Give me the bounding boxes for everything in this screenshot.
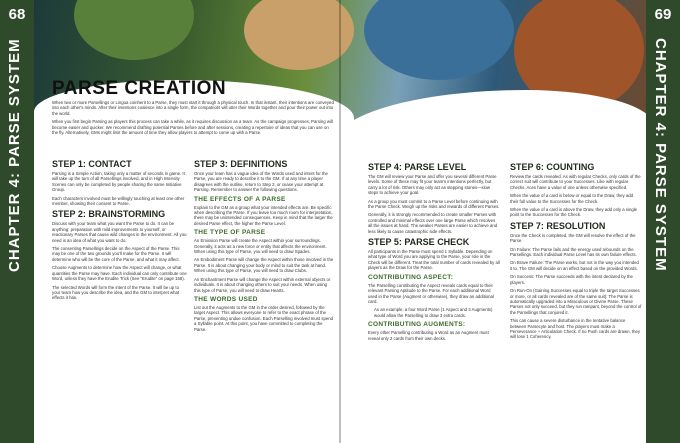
left-sidebar-title-wrap	[6, 38, 28, 438]
step-6-heading: STEP 6: COUNTING	[510, 162, 595, 172]
step-5-text: All participants in the Parse must spend 1 Syllable. Depending on what type of Word you are applying to the Parse, your role in the Check will be different. Treat the total number of cards revealed by all players as the Draw for the Parse.	[368, 249, 500, 271]
step-7-heading: STEP 7: RESOLUTION	[510, 220, 606, 231]
step-7-text: Once the Check is completed, the GM will resolve the effect of the Parse.	[510, 232, 636, 244]
effects-heading: THE EFFECTS OF A PARSE	[194, 195, 286, 203]
type-text: An Enchantment Parse will change the Aspect within external objects or individuals. It is about changing others to suit your needs. When using this type of Parse, you will need to draw Hearts.	[194, 276, 331, 293]
contributing-augments-text: Every other Parselling contributing a Word as an Augment must reveal only 2 cards from their own decks.	[368, 330, 489, 341]
step-7-text: On Success: The Parse succeeds with the intent declared by the players.	[510, 274, 633, 285]
type-text: An Emission Parse will create the Aspect within your surroundings. Generally, it acts as a new force or entity that affects the environment. When using this type of Parse, you will need to draw Spades.	[194, 238, 327, 255]
art-foliage	[74, 0, 194, 60]
type-heading: THE TYPE OF PARSE	[194, 229, 266, 237]
page-title: PARSE CREATION	[52, 78, 227, 99]
step-1-heading: STEP 1: CONTACT	[52, 159, 132, 169]
step-3-text: Once your team has a vague idea of the Words used and intent for the Parse, you are ready to describe it to the GM. If at any time a player disagrees with the outline, return to Step 2, or cease your attempt at Parsing. Remember to answer the following questions.	[194, 171, 328, 193]
step-2-text: The consenting Parsellings decide on the Aspect of the Parse. This may be one of the two grounds you'll make for the Parse. It will determine who will be the core of the Parse, and what it may affect.	[52, 246, 180, 262]
step-4-text: As a group you must commit to a Parse Level before continuing with the Parse Check. Weigh up the risks and rewards of different Parses.	[368, 198, 500, 210]
step-3-heading: STEP 3: DEFINITIONS	[194, 159, 288, 169]
step-2-text: Choose Augments to determine how the Aspect will change, or what quantities the Parse may have. Each individual can only contribute one Word, unless they have the Erudite Trick (See "Erudite" on page 158).	[52, 265, 187, 282]
contributing-aspect-text: The Parselling contributing the Aspect reveals cards equal to their relevant Parsing Aptitude to the Parse. For each additional Word used in the Parse (Augment or otherwise), they draw an additional card.	[368, 282, 494, 304]
step-7-text: On Brave Failure: The Parse works, but not in the way you intended it to. The GM will decide on an effect based on the provided Words.	[510, 260, 639, 271]
words-heading: THE WORDS USED	[194, 295, 258, 303]
effects-text: Explain to the GM as a group what your intended effects are. Be specific when describing the Parse. If you leave too much room for interpretation, there may be unintended consequences. Keep in mind that the larger the desired Parse effect, the higher the Parse Level.	[194, 204, 333, 226]
column-1	[52, 157, 188, 443]
step-2-text: The selected Words will form the intent of the Parse. It will be up to your team how you describe the idea, and the GM to interpret what effects it has.	[52, 284, 180, 301]
page-number-right: 69	[654, 6, 672, 23]
column-3	[368, 160, 500, 443]
step-2-text: Discuss with your team what you want the Parse to do. It can be anything: preparation with mild improvements to yourself, or reactionary Parses that cause wild changes in the environment. All you need is an idea of what you want to do.	[52, 221, 187, 243]
right-sidebar-title-wrap	[652, 38, 674, 438]
intro-paragraph: When you first begin Parsing as players this process can take a while, as it requires discussion as a team. As the campaign progresses, Parsing will become easier and quicker. We recommend drafting potential Parses before and after sessions, creating a repertoire of ideas that you can use on the fly. Alternatively, GMs might limit the amount of time they allow players to attempt to come up with a Parse.	[52, 119, 333, 136]
step-1-text: Parsing is a Simple Action, taking only a matter of seconds in game. It will take up the turn of all Parsellings involved, and in High Intensity Scenes can only be completed by people sharing the same Initiative Group.	[52, 171, 185, 193]
chapter-title-right: CHAPTER 4: PARSE SYSTEM	[652, 38, 669, 272]
step-6-text: When the value of a card is below or equal to the Draw, they add their full value to the Successes for the Check.	[510, 193, 634, 204]
step-4-text: The GM will review your Parse and offer you several different Parse levels. Some of these may fit your team's intentions perfectly, but carry a lot of risk. Others may only act as stepping stones—slow steps to achieve your goal.	[368, 174, 497, 196]
page-number-left: 68	[8, 6, 26, 23]
words-text: List out the Augments to the GM in the order desired, followed by the target Aspect. This allows everyone to refer to the exact phrase of the Parse, preventing undue confusion. Each Parselling involved must spend a Syllable point. At this point, you have committed to completing the Parse.	[194, 304, 334, 332]
contributing-augments-heading: CONTRIBUTING AUGMENTS:	[368, 321, 466, 329]
step-5-heading: STEP 5: PARSE CHECK	[368, 237, 470, 248]
left-sidebar	[0, 0, 34, 443]
intro-text	[52, 100, 334, 135]
contributing-aspect-heading: CONTRIBUTING ASPECT:	[368, 273, 454, 281]
column-4	[510, 160, 642, 443]
right-sidebar	[646, 0, 680, 443]
chapter-title-left: CHAPTER 4: PARSE SYSTEM	[6, 38, 23, 272]
step-4-heading: STEP 4: PARSE LEVEL	[368, 162, 467, 172]
column-2	[194, 157, 334, 443]
step-4-text: Generally, it is strongly recommended to create smaller Parses with controlled and minimal effects over one large Parse which resolves all the issues at hand. The weaker Parses are easier to achieve and less likely to cause catastrophic side effects.	[368, 212, 498, 234]
page-spine	[339, 0, 341, 443]
step-6-text: Review the cards revealed. As with regular Checks, only cards of the correct suit will contribute to your Successes. Like with regular Checks, Aces have a value of one unless otherwise specified.	[510, 174, 641, 190]
intro-paragraph: When two or more Parsellings or Lingua coinherit to a Parse, they must start it through a physical touch. In that instant, their intentions are conveyed into each other's minds. After their intentions coalesce into a single form, the compatriots will utter their Words together and pour their power out into the world.	[52, 100, 334, 116]
step-7-text: On Failure: The Parse fails and the energy used rebounds on the Parsellings. Each individual Parse Level has its own failure effects.	[510, 246, 637, 258]
step-6-text: When the value of a card is above the Draw, they add only a single point to the Successes for the Check.	[510, 207, 638, 218]
type-text: An Embodiment Parse will change the Aspect within those involved in the Parse. It is about changing your body or mind to suit the task at hand. When using this type of Parse, you will need to draw Clubs.	[194, 257, 334, 274]
art-character	[244, 0, 354, 70]
step-1-text: Each characters involved must be willingly touching at least one other member, showing their consent to Parse.	[52, 195, 185, 207]
contributing-aspect-example: As an example, a four Word Parse (1 Aspect and 3 Augments) would allow the Parselling to draw 3 extra cards.	[374, 307, 493, 318]
step-7-text: On Run-On (Gaining Successes equal to triple the target Successes or more, or all cards revealed are of the same suit): The Parse is automatically upgraded into a Miraculous or Divine Parse. These Parses not only succeed, but they run rampant, beyond the control of the Parsellings that conjured it.	[510, 288, 642, 315]
art-sky	[364, 0, 514, 80]
step-2-heading: STEP 2: BRAINSTORMING	[52, 209, 166, 220]
step-7-text: This can cause a severe disturbance in the tentative balance between Parsecyte and host. The players must make a Perseverance + Articulation Check. If no Push cards are drawn, they will lose 1 Coherency.	[510, 318, 641, 340]
